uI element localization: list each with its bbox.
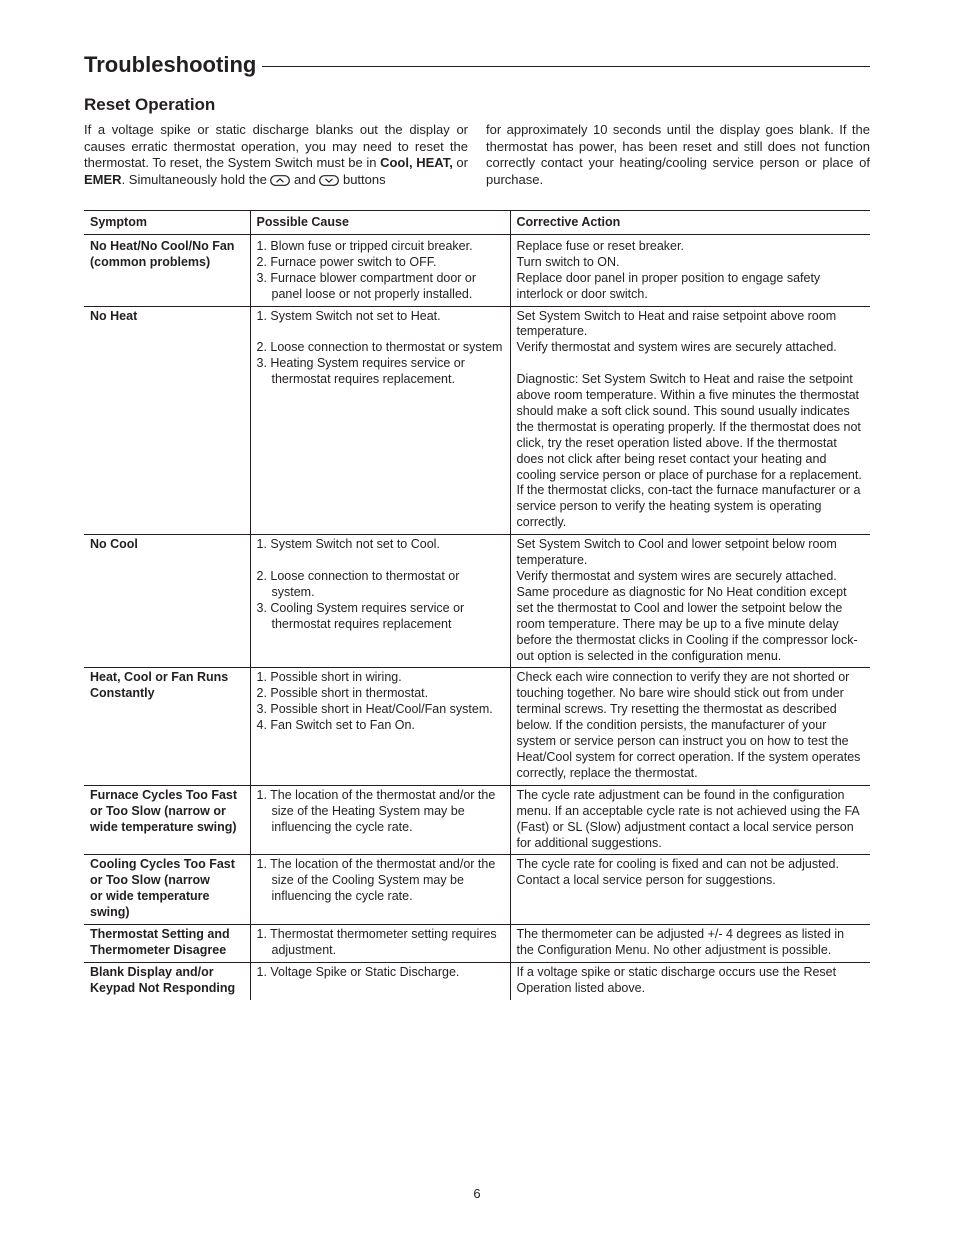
page-number: 6 [473, 1186, 481, 1201]
cause-cell [250, 785, 510, 855]
section-title: Reset Operation [84, 95, 216, 114]
cause-cell [250, 962, 510, 999]
cause-cell-line: 2. Furnace power switch to OFF. [256, 254, 437, 269]
intro-text-left [84, 122, 468, 188]
action-cell-line: Replace door panel in proper position to engage safety interlock or door switch. [516, 270, 821, 301]
cause-cell [250, 306, 510, 535]
action-cell [510, 925, 870, 963]
action-cell [510, 535, 870, 668]
symptom-cell [84, 306, 250, 535]
symptom-cell-line: Constantly [90, 686, 155, 701]
intro-bold-modes: Cool, HEAT, [380, 155, 453, 171]
action-cell [510, 234, 870, 306]
cause-cell [250, 234, 510, 306]
symptom-cell [84, 234, 250, 306]
cause-cell [250, 855, 510, 925]
symptom-cell-line: Cooling Cycles Too Fast [90, 857, 235, 872]
table-row [84, 668, 870, 785]
action-cell-line: If a voltage spike or static discharge occurs use the Reset Operation listed above. [516, 964, 837, 995]
intro-text-4: and [290, 171, 320, 187]
table-row [84, 925, 870, 963]
action-cell-line: Turn switch to ON. [516, 254, 620, 269]
symptom-cell-line: (common problems) [90, 254, 211, 269]
cause-cell-line: 1. Possible short in wiring. [256, 670, 402, 685]
action-cell-line: Verify thermostat and system wires are securely attached. [516, 569, 837, 584]
symptom-cell [84, 785, 250, 855]
action-cell-line: Set System Switch to Cool and lower setpoint below room temperature. [516, 537, 837, 568]
table-body [84, 234, 870, 999]
cause-cell-line: 3. Furnace blower compartment door or panel loose or not properly installed. [256, 270, 477, 301]
symptom-cell-line: Thermometer Disagree [90, 942, 227, 957]
cell-spacer [257, 553, 504, 569]
symptom-cell-line: or wide temperature [90, 889, 210, 904]
column-header-possible-cause: Possible Cause [250, 211, 510, 235]
cause-cell-line: 1. The location of the thermostat and/or the size of the Cooling System may be influencing the cycle rate. [256, 857, 496, 904]
action-cell-line: The thermometer can be adjusted +/- 4 degrees as listed in the Configuration Menu. No other adjustment is possible. [516, 927, 845, 957]
action-cell-line: Verify thermostat and system wires are securely attached. [516, 340, 837, 355]
cause-cell [250, 535, 510, 668]
intro-text-3: . Simultaneously hold the [121, 171, 271, 187]
symptom-cell-line: Heat, Cool or Fan Runs [90, 670, 229, 685]
symptom-cell-line: swing) [90, 905, 130, 920]
column-header-corrective-action: Corrective Action [510, 211, 870, 235]
action-cell [510, 962, 870, 999]
cause-cell-line: 4. Fan Switch set to Fan On. [256, 718, 415, 733]
symptom-cell-line: No Heat [90, 308, 138, 323]
title-rule [262, 66, 870, 67]
table-row [84, 234, 870, 306]
cause-cell-line: 2. Loose connection to thermostat or system [256, 340, 503, 355]
cause-cell-line: 2. Loose connection to thermostat or system. [256, 569, 460, 599]
table-row [84, 962, 870, 999]
cause-cell-line: 3. Heating System requires service or thermostat requires replacement. [256, 356, 465, 387]
table-row [84, 785, 870, 855]
cause-cell-line: 1. Thermostat thermometer setting requires adjustment. [256, 927, 497, 957]
table-row [84, 535, 870, 668]
action-cell-line: The cycle rate for cooling is fixed and can not be adjusted. Contact a local service person for suggestions. [516, 857, 839, 888]
page-title: Troubleshooting [84, 52, 257, 77]
cause-cell [250, 668, 510, 785]
cell-spacer [517, 356, 865, 372]
symptom-cell-line: or Too Slow (narrow or [90, 803, 226, 818]
cause-cell [250, 925, 510, 963]
symptom-cell [84, 668, 250, 785]
action-cell-line: Check each wire connection to verify they are not shorted or touching together. No bare wire should stick out from under terminal screws. Try resetting the thermostat as described below. If the condition persists, the manufacturer of your system or service person can instruct you on how to test the Heat/Cool system for correct operation. If the system operates correctly, replace the thermostat. [516, 670, 861, 780]
intro-text-right: for approximately 10 seconds until the display goes blank. If the thermostat has power, has been reset and still does not function correctly contact your heating/cooling service person or place of purchase. [486, 122, 870, 187]
action-cell [510, 668, 870, 785]
symptom-cell [84, 962, 250, 999]
cause-cell-line: 2. Possible short in thermostat. [256, 686, 429, 701]
action-cell [510, 855, 870, 925]
action-cell-line: Same procedure as diagnostic for No Heat condition except set the thermostat to Cool and lower the setpoint below the room temperature. There may be up to a five minute delay before the thermostat clicks in Cooling if the compressor lock-out option is selected in the configuration menu. [516, 584, 858, 663]
action-cell [510, 306, 870, 535]
symptom-cell-line: No Cool [90, 537, 138, 552]
action-cell-line: Diagnostic: Set System Switch to Heat and raise the setpoint above room temperature. Within a five minutes the thermostat should make a soft click sound. This sound usually indicates the thermostat is operating properly. If the thermostat does not click, try the reset operation listed above. If the thermostat does not click after being reset contact your heating and cooling service person or place of purchase for a replacement. If the thermostat clicks, con-tact the furnace manufacturer or a service person to verify the heating system is operating correctly. [516, 372, 862, 530]
symptom-cell-line: wide temperature swing) [90, 819, 237, 834]
intro-bold-emer: EMER [84, 171, 122, 187]
symptom-cell-line: Keypad Not Responding [90, 980, 236, 995]
troubleshooting-table [84, 210, 870, 1000]
symptom-cell-line: Blank Display and/or [90, 964, 214, 979]
cause-cell-line: 1. Voltage Spike or Static Discharge. [256, 964, 460, 979]
cause-cell-line: 1. Blown fuse or tripped circuit breaker. [256, 238, 473, 253]
column-header-symptom: Symptom [84, 211, 250, 235]
action-cell-line: Replace fuse or reset breaker. [516, 238, 684, 253]
cause-cell-line: 1. The location of the thermostat and/or the size of the Heating System may be influencing the cycle rate. [256, 787, 496, 834]
intro-text-5: buttons [339, 171, 386, 187]
cell-spacer [257, 324, 504, 340]
cause-cell-line: 3. Cooling System requires service or thermostat requires replacement [256, 600, 465, 631]
action-cell-line: The cycle rate adjustment can be found in the configuration menu. If an acceptable cycle rate is not achieved using the FA (Fast) or SL (Slow) adjustment contact a local service person for additional suggestions. [516, 787, 860, 850]
symptom-cell [84, 925, 250, 963]
down-arrow-button-icon [319, 175, 339, 186]
action-cell-line: Set System Switch to Heat and raise setpoint above room temperature. [516, 308, 837, 339]
cause-cell-line: 1. System Switch not set to Cool. [256, 537, 440, 552]
intro-text-2: or [452, 155, 468, 171]
symptom-cell [84, 855, 250, 925]
table-row [84, 306, 870, 535]
cause-cell-line: 1. System Switch not set to Heat. [256, 308, 441, 323]
up-arrow-button-icon [270, 175, 290, 186]
symptom-cell-line: No Heat/No Cool/No Fan [90, 238, 235, 253]
table-row [84, 855, 870, 925]
page-header [84, 50, 870, 80]
cause-cell-line: 3. Possible short in Heat/Cool/Fan system. [256, 702, 493, 717]
intro-text-1: If a voltage spike or static discharge blanks out the display or causes erratic thermostat operation, you may need to reset the thermostat. To reset, the System Switch must be in [84, 122, 468, 171]
action-cell [510, 785, 870, 855]
table-header-row [84, 211, 870, 235]
symptom-cell-line: Furnace Cycles Too Fast [90, 787, 238, 802]
symptom-cell-line: or Too Slow (narrow [90, 873, 210, 888]
symptom-cell [84, 535, 250, 668]
symptom-cell-line: Thermostat Setting and [90, 927, 230, 942]
